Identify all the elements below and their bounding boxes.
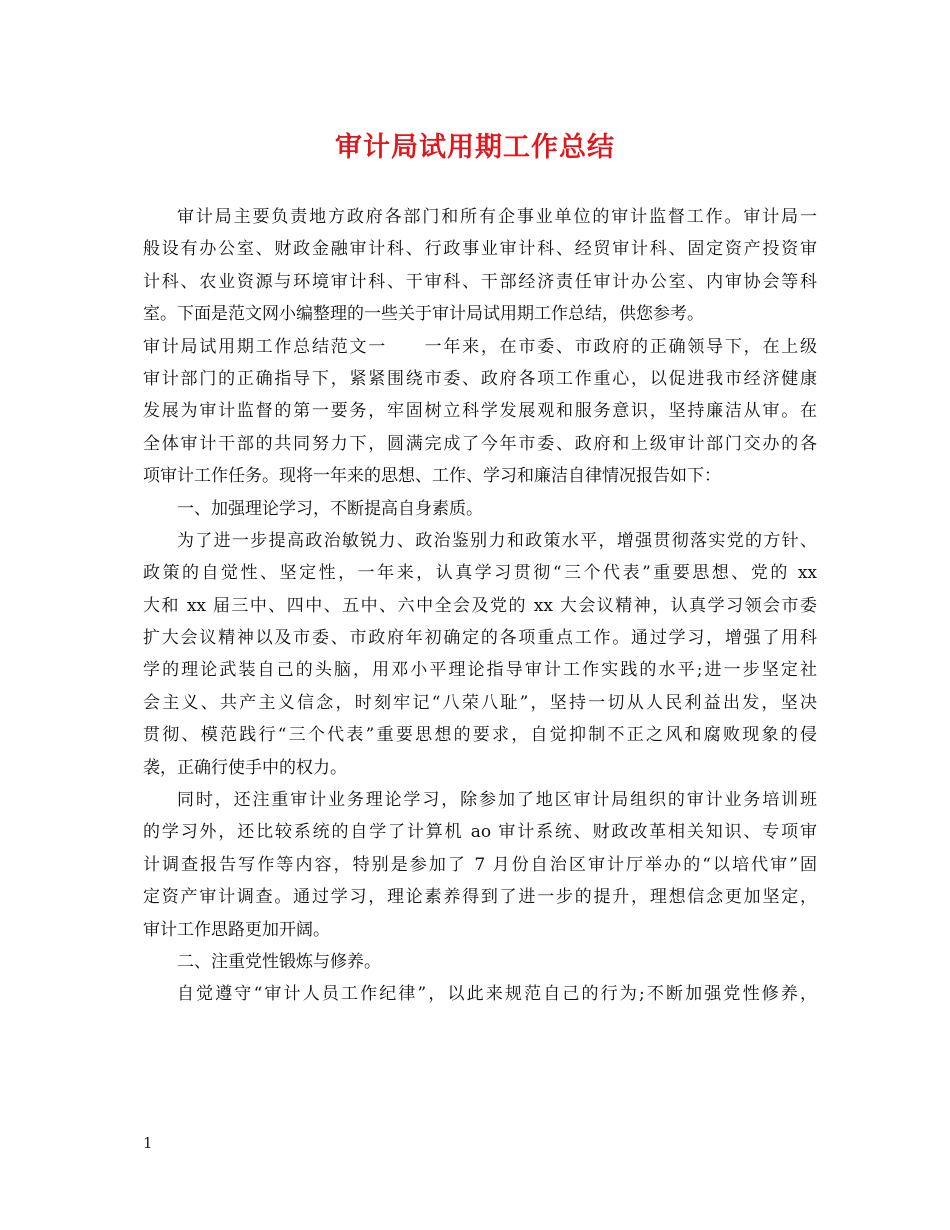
paragraph-line: 同时，还注重审计业务理论学习，除参加了地区审计局组织的审计业务培训班 bbox=[177, 790, 817, 811]
document-title: 审计局试用期工作总结 bbox=[335, 132, 615, 163]
paragraph-line: 定资产审计调查。通过学习，理论素养得到了进一步的提升，理想信念更加坚定， bbox=[143, 887, 817, 908]
paragraph-line: 贯彻、模范践行“三个代表”重要思想的要求，自觉抑制不正之风和腐败现象的侵 bbox=[143, 725, 817, 746]
paragraph-line: 发展为审计监督的第一要务，牢固树立科学发展观和服务意识，坚持廉洁从审。在 bbox=[143, 401, 817, 422]
paragraph-line: 般设有办公室、财政金融审计科、行政事业审计科、经贸审计科、固定资产投资审 bbox=[143, 239, 817, 260]
paragraph-line: 大和 xx 届三中、四中、五中、六中全会及党的 xx 大会议精神，认真学习领会市委 bbox=[143, 595, 817, 616]
paragraph-line: 政策的自觉性、坚定性，一年来，认真学习贯彻“三个代表”重要思想、党的 xx bbox=[143, 563, 817, 584]
paragraph-line: 学的理论武装自己的头脑，用邓小平理论指导审计工作实践的水平;进一步坚定社 bbox=[143, 660, 817, 681]
paragraph-line: 计调查报告写作等内容，特别是参加了 7 月份自治区审计厅举办的“以培代审”固 bbox=[143, 854, 817, 875]
paragraph-line: 审计局主要负责地方政府各部门和所有企事业单位的审计监督工作。审计局一 bbox=[177, 207, 817, 227]
paragraph-line: 计科、农业资源与环境审计科、干审科、干部经济责任审计办公室、内审协会等科 bbox=[143, 271, 817, 292]
paragraph-line: 袭，正确行使手中的权力。 bbox=[143, 757, 347, 778]
paragraph-line: 项审计工作任务。现将一年来的思想、工作、学习和廉洁自律情况报告如下： bbox=[143, 466, 721, 487]
paragraph-line: 审计部门的正确指导下，紧紧围绕市委、政府各项工作重心，以促进我市经济健康 bbox=[143, 368, 817, 389]
paragraph-line: 审计工作思路更加开阔。 bbox=[143, 919, 330, 940]
paragraph-line: 为了进一步提高政治敏锐力、政治鉴别力和政策水平，增强贯彻落实党的方针、 bbox=[177, 530, 817, 551]
document-body bbox=[143, 201, 817, 1011]
paragraph-line: 审计局试用期工作总结范文一 一年来，在市委、市政府的正确领导下，在上级 bbox=[143, 336, 817, 357]
paragraph-line: 的学习外，还比较系统的自学了计算机 ao 审计系统、财政改革相关知识、专项审 bbox=[143, 822, 817, 843]
paragraph-line: 全体审计干部的共同努力下，圆满完成了今年市委、政府和上级审计部门交办的各 bbox=[143, 433, 817, 454]
section-heading: 二、注重党性锻炼与修养。 bbox=[177, 951, 381, 972]
paragraph-line: 自觉遵守“审计人员工作纪律”，以此来规范自己的行为;不断加强党性修养， bbox=[177, 984, 817, 1005]
section-heading: 一、加强理论学习，不断提高自身素质。 bbox=[177, 498, 483, 519]
paragraph-line: 会主义、共产主义信念，时刻牢记“八荣八耻”，坚持一切从人民利益出发，坚决 bbox=[143, 692, 817, 713]
paragraph-line: 扩大会议精神以及市委、市政府年初确定的各项重点工作。通过学习，增强了用科 bbox=[143, 628, 817, 649]
paragraph-line: 室。下面是范文网小编整理的一些关于审计局试用期工作总结，供您参考。 bbox=[143, 304, 704, 325]
page-number: 1 bbox=[143, 1134, 153, 1152]
